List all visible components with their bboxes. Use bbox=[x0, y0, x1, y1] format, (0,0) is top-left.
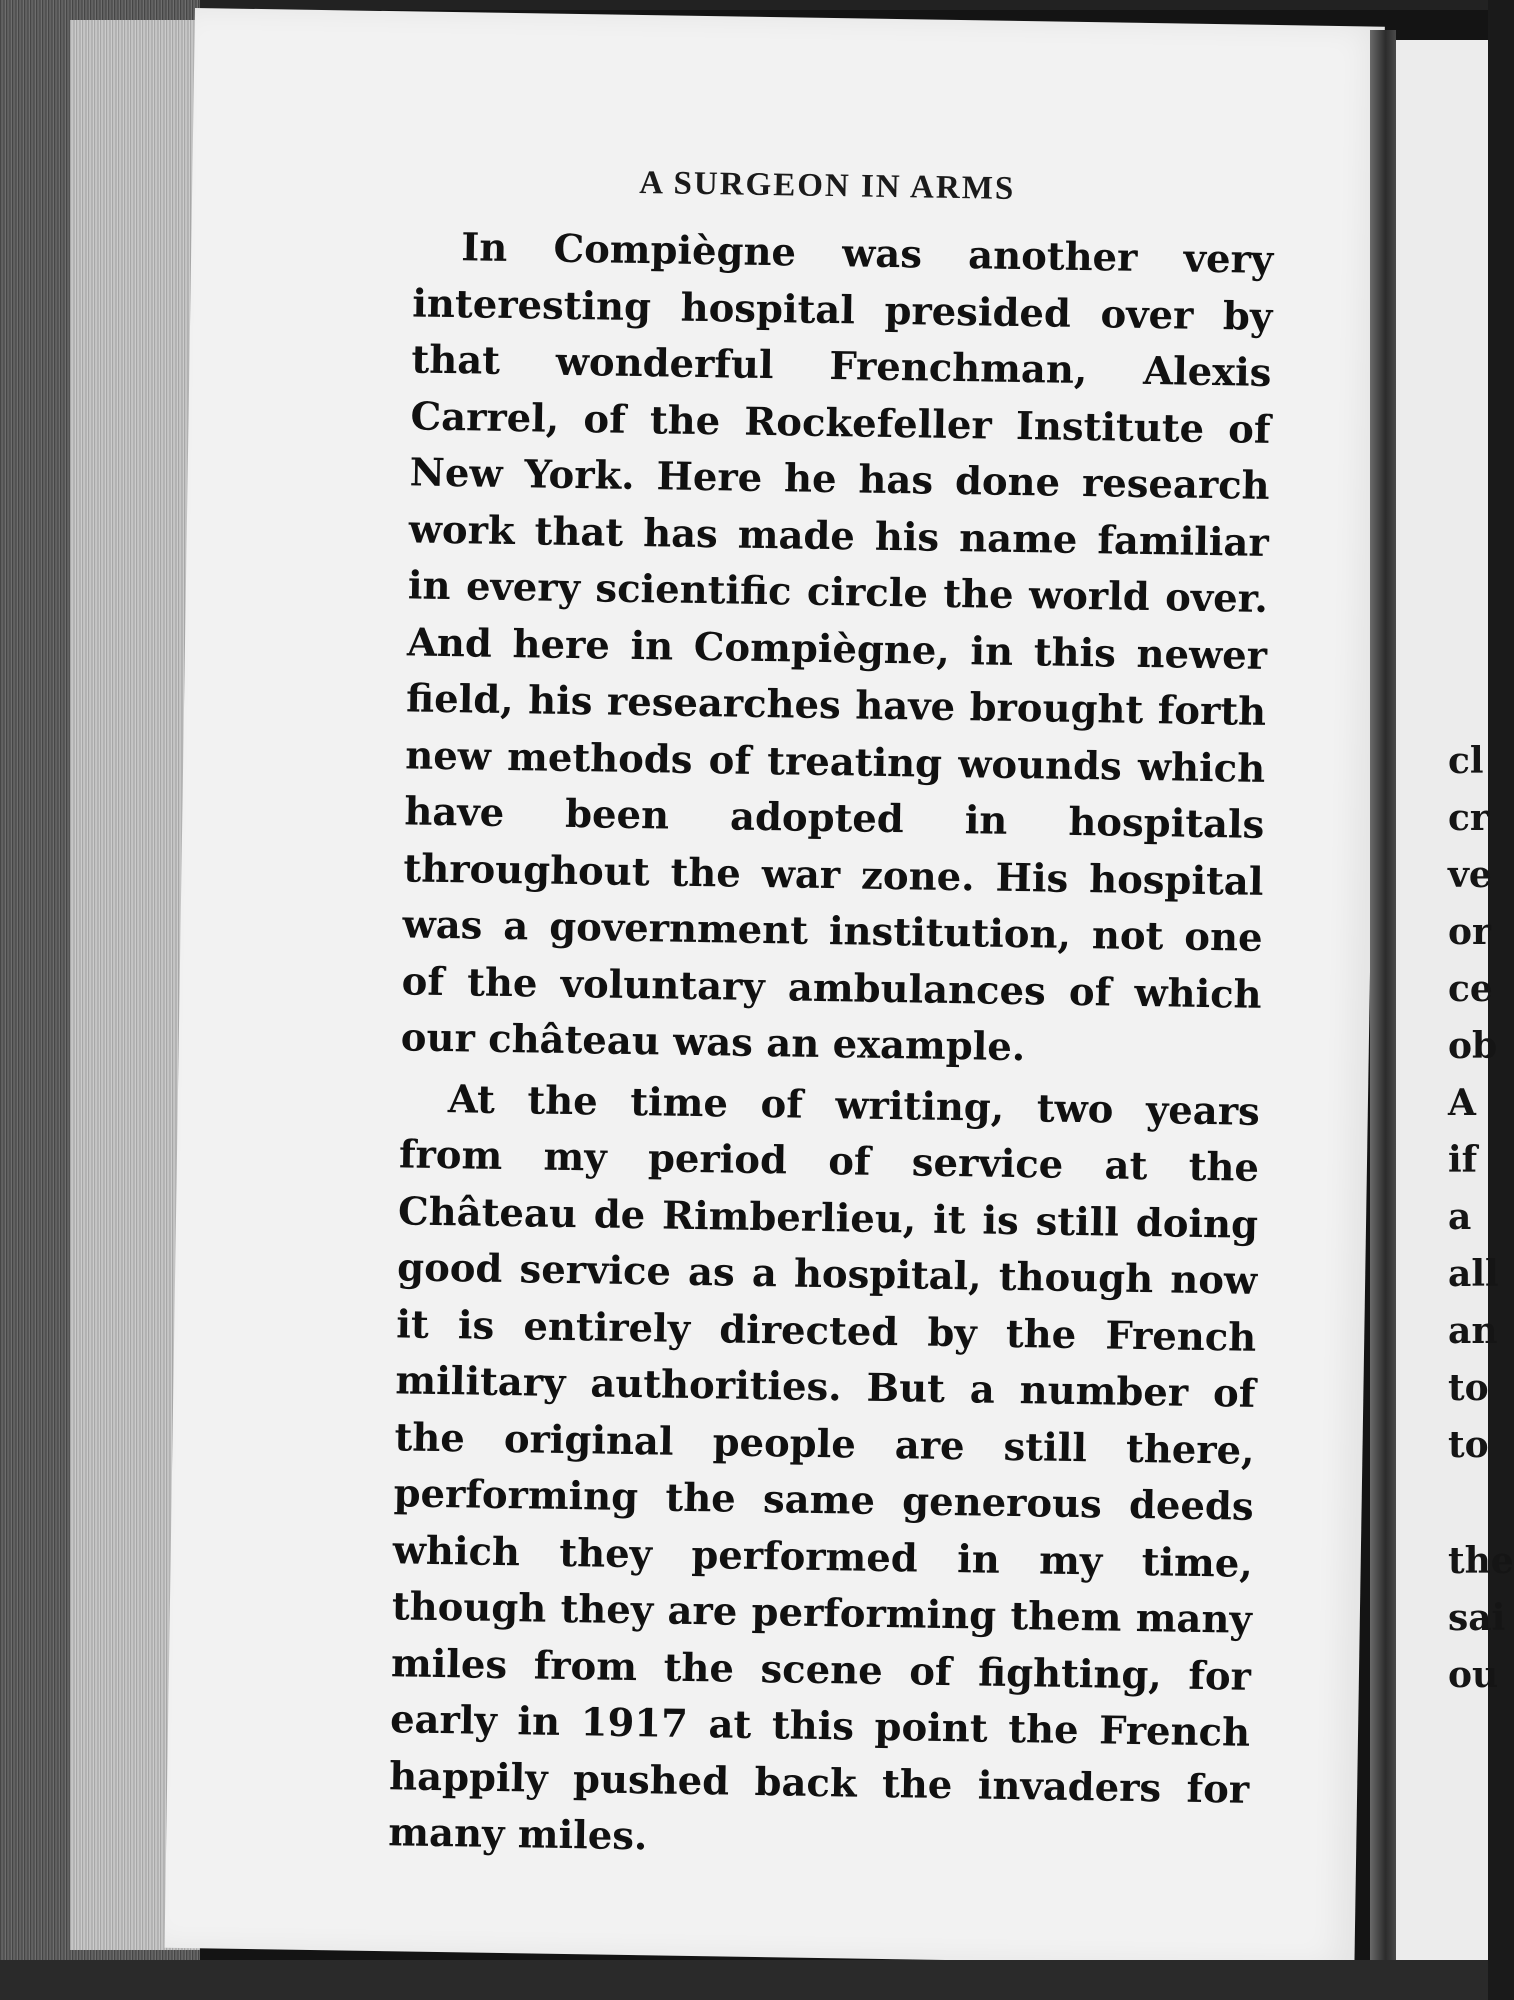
right-fragment: an bbox=[1448, 1310, 1498, 1352]
right-fragment: A bbox=[1448, 1082, 1476, 1124]
running-head: A SURGEON IN ARMS bbox=[639, 165, 1016, 207]
right-fragment: cl bbox=[1448, 740, 1484, 782]
paragraph-1: In Compiègne was another very interesting hospital presided over by that wonderful Frenchman, Alexis Carrel, of the Rockefeller Institute of New York. Here he has done research work that has made his name familiar in every scientific circle the world over. And here in Compiègne, in this newer field, his researches have brought forth new methods of treating wounds which have been adopted in hospitals throughout the war zone. His hospital was a government institution, not one of the voluntary ambulances of which our château was an example. bbox=[400, 225, 1274, 1071]
right-fragment: all bbox=[1448, 1253, 1499, 1295]
book-gutter bbox=[1370, 30, 1396, 2000]
right-fragment: ob bbox=[1448, 1025, 1498, 1067]
right-fragment: if bbox=[1448, 1139, 1478, 1181]
right-fragment: a bbox=[1448, 1196, 1472, 1238]
right-fragment: or bbox=[1448, 911, 1491, 953]
left-page bbox=[165, 8, 1385, 1966]
body-text bbox=[388, 219, 1274, 1875]
right-fragment: to bbox=[1448, 1367, 1489, 1409]
paragraph-2: At the time of writing, two years from my period of service at the Château de Rimberlieu, it is still doing good service as a hospital, though now it is entirely directed by the French military authorities. But a number of the original people are still there, performing the same generous deeds which they performed in my time, though they are performing them many miles from the scene of fighting, for early in 1917 at this point the French happily pushed back the invaders for many miles. bbox=[388, 1076, 1261, 1860]
right-fragment: ce bbox=[1448, 968, 1493, 1010]
right-fragment: cr bbox=[1448, 797, 1489, 839]
scan-border-bottom bbox=[0, 1960, 1488, 2000]
right-fragment: the bbox=[1448, 1540, 1514, 1582]
right-fragment: to bbox=[1448, 1424, 1489, 1466]
right-fragment: ou bbox=[1448, 1654, 1499, 1696]
right-fragment: sai bbox=[1448, 1597, 1506, 1639]
right-page bbox=[1396, 40, 1514, 2000]
right-fragment: ve bbox=[1448, 854, 1492, 896]
